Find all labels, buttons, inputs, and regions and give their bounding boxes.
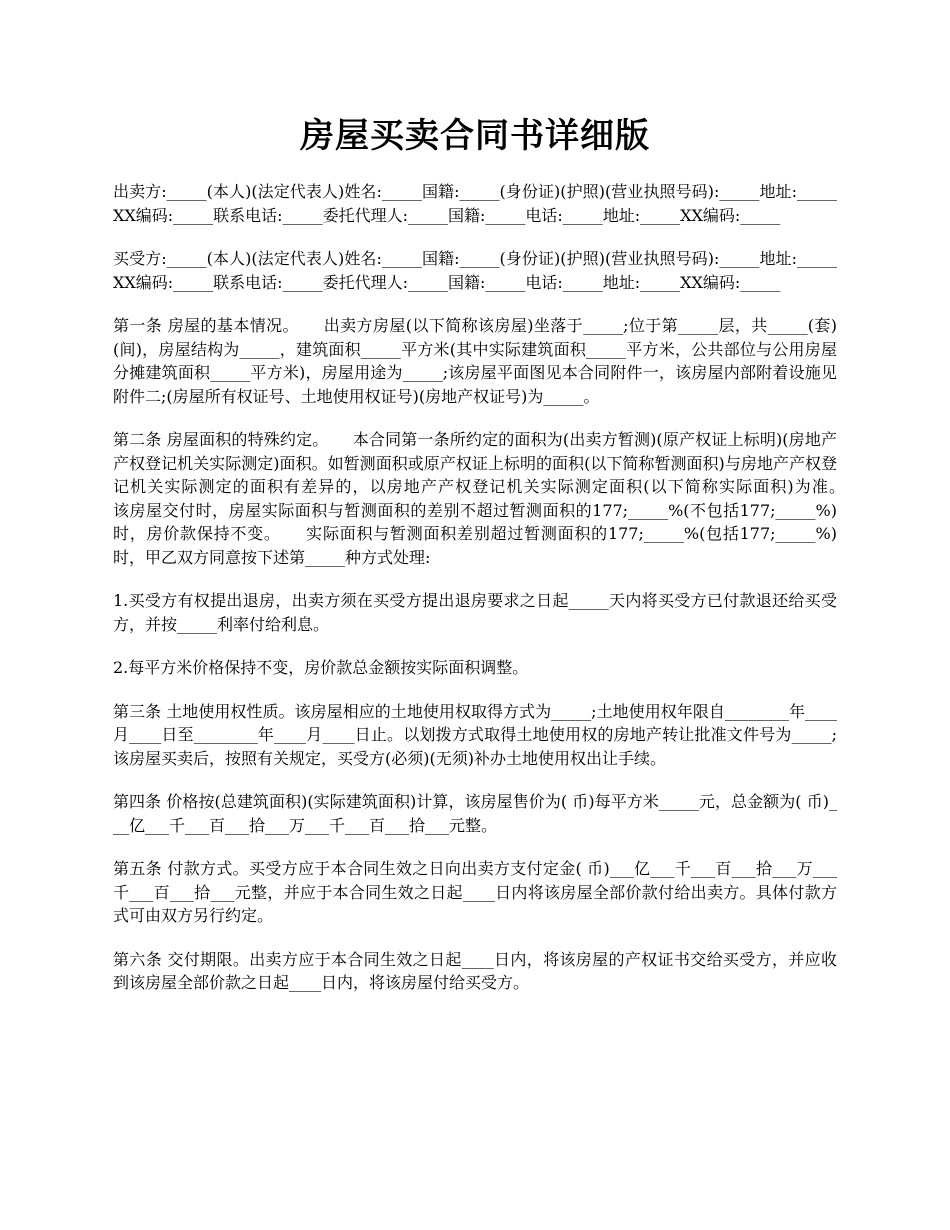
document-body xyxy=(113,180,870,1015)
article-1-paragraph: 第一条 房屋的基本情况。 出卖方房屋(以下简称该房屋)坐落于_____;位于第_____层，共_____(套)(间)，房屋结构为_____，建筑面积_____平方米(其中实际建筑面积_____平方米，公共部位与公用房屋分摊建筑面积_____平方米)，房屋用途为_____;该房屋平面图见本合同附件一，该房屋内部附着设施见附件二;(房屋所有权证号、土地使用权证号)(房地产权证号)为_____。 xyxy=(113,316,837,406)
article-6-paragraph: 第六条 交付期限。出卖方应于本合同生效之日起____日内，将该房屋的产权证书交给买受方，并应收到该房屋全部价款之日起____日内，将该房屋付给买受方。 xyxy=(113,949,837,992)
document-title: 房屋买卖合同书详细版 xyxy=(300,116,650,156)
option-1-paragraph: 1.买受方有权提出退房，出卖方须在买受方提出退房要求之日起_____天内将买受方已付款退还给买受方，并按_____利率付给利息。 xyxy=(113,591,837,634)
article-4-paragraph: 第四条 价格按(总建筑面积)(实际建筑面积)计算，该房屋售价为( 币)每平方米_____元，总金额为( 币)___亿___千___百___拾___万___千___百___拾___元整。 xyxy=(113,792,837,835)
buyer-info-paragraph: 买受方:_____(本人)(法定代表人)姓名:_____国籍:_____(身份证)(护照)(营业执照号码):_____地址:_____XX编码:_____联系电话:_____委托代理人:_____国籍:_____电话:_____地址:_____XX编码:_____ xyxy=(113,249,837,292)
article-2-paragraph: 第二条 房屋面积的特殊约定。 本合同第一条所约定的面积为(出卖方暂测)(原产权证上标明)(房地产产权登记机关实际测定)面积。如暂测面积或原产权证上标明的面积(以下简称暂测面积)与房地产产权登记机关实际测定的面积有差异的，以房地产产权登记机关实际测定面积(以下简称实际面积)为准。 该房屋交付时，房屋实际面积与暂测面积的差别不超过暂测面积的177;_____%(不包括177;_____%)时，房价款保持不变。 实际面积与暂测面积差别超过暂测面积的177;_____%(包括177;_____%)时，甲乙双方同意按下述第_____种方式处理: xyxy=(113,430,870,567)
seller-info-paragraph: 出卖方:_____(本人)(法定代表人)姓名:_____国籍:_____(身份证)(护照)(营业执照号码):_____地址:_____XX编码:_____联系电话:_____委托代理人:_____国籍:_____电话:_____地址:_____XX编码:_____ xyxy=(113,182,837,225)
article-3-paragraph: 第三条 土地使用权性质。该房屋相应的土地使用权取得方式为_____;土地使用权年限自________年____月____日至________年____月____日止。以划拨方式取得土地使用权的房地产转让批准文件号为_____;该房屋买卖后，按照有关规定，买受方(必须)(无须)补办土地使用权出让手续。 xyxy=(113,701,837,768)
option-2-paragraph: 2.每平方米价格保持不变，房价款总金额按实际面积调整。 xyxy=(113,658,529,677)
article-5-paragraph: 第五条 付款方式。买受方应于本合同生效之日向出卖方支付定金( 币)___亿___千___百___拾___万___千___百___拾___元整，并应于本合同生效之日起____日内将该房屋全部价款付给出卖方。具体付款方式可由双方另行约定。 xyxy=(113,859,837,925)
